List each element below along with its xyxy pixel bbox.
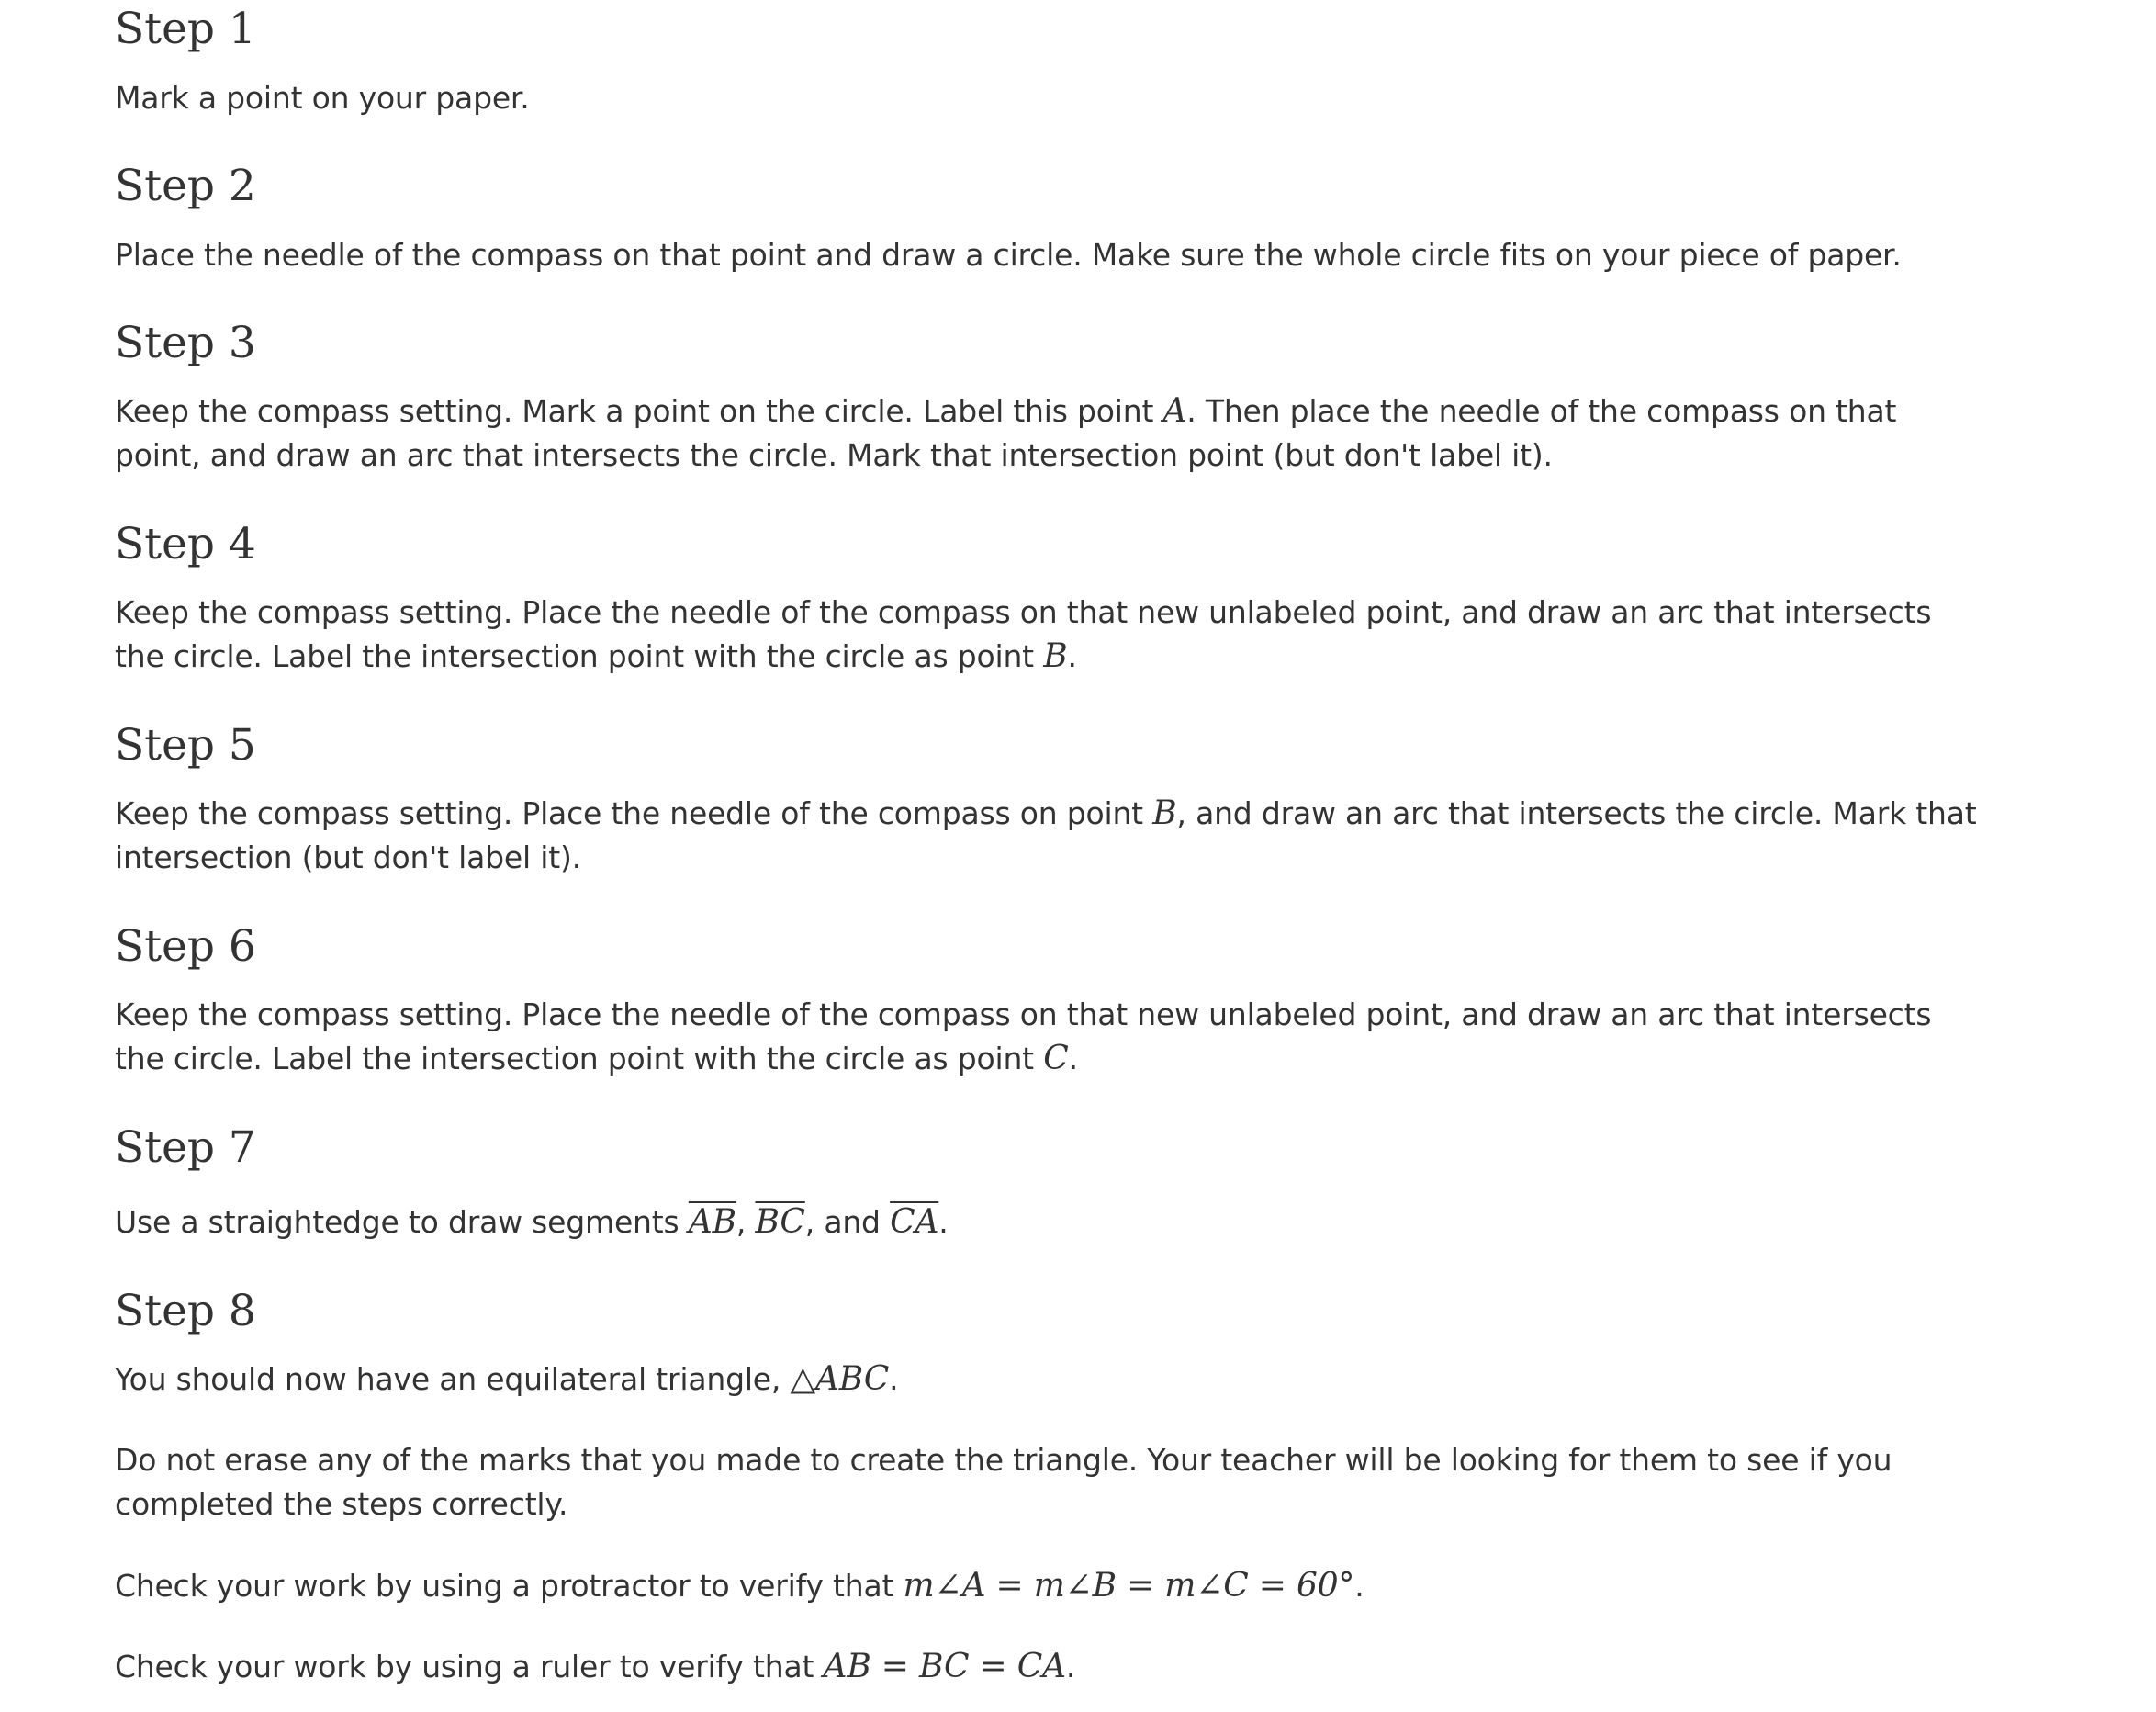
- erase-note-line-1: Do not erase any of the marks that you made to create the triangle. Your teacher will be looking for them to see if you: [115, 1442, 1892, 1478]
- point-a-symbol: A: [1162, 392, 1187, 430]
- step-8-heading: Step 8: [115, 1286, 256, 1336]
- length-equation: AB = BC = CA: [823, 1648, 1066, 1685]
- segment-ca: $\overline{CA}$: [890, 1203, 939, 1241]
- step-4-text-line-1: Keep the compass setting. Place the needle of the compass on that new unlabeled point, and draw an arc that intersects: [115, 594, 1932, 630]
- step-6-heading: Step 6: [115, 921, 256, 972]
- step-7-text: Use a straightedge to draw segments $\overline{AB}$, $\overline{BC}$, and $\overline{CA}$.: [115, 1203, 949, 1241]
- step-4-text-line-2: the circle. Label the intersection point with the circle as point B.: [115, 637, 1077, 675]
- step-3-heading: Step 3: [115, 318, 256, 368]
- erase-note-line-2: completed the steps correctly.: [115, 1486, 568, 1522]
- step-5-text-line-2: intersection (but don't label it).: [115, 839, 581, 875]
- step-8-text: You should now have an equilateral triangle, △ABC.: [115, 1360, 899, 1398]
- step-3-text-line-1: Keep the compass setting. Mark a point on the circle. Label this point A. Then place the needle of the compass on that: [115, 392, 1897, 430]
- ruler-check: Check your work by using a ruler to verify that AB = BC = CA.: [115, 1648, 1076, 1685]
- step-2-heading: Step 2: [115, 161, 256, 211]
- segment-ab: $\overline{AB}$: [688, 1203, 736, 1241]
- step-6-text-line-1: Keep the compass setting. Place the needle of the compass on that new unlabeled point, and draw an arc that intersects: [115, 997, 1932, 1032]
- point-b-symbol: B: [1043, 637, 1068, 675]
- step-7-heading: Step 7: [115, 1122, 256, 1173]
- step-5-text-line-1: Keep the compass setting. Place the needle of the compass on point B, and draw an arc that intersects the circle. Mark that: [115, 794, 1977, 832]
- segment-bc: $\overline{BC}$: [755, 1203, 805, 1241]
- step-5-heading: Step 5: [115, 720, 256, 771]
- step-1-text: Mark a point on your paper.: [115, 80, 530, 116]
- protractor-check: Check your work by using a protractor to verify that m∠A = m∠B = m∠C = 60°.: [115, 1567, 1364, 1605]
- step-6-text-line-2: the circle. Label the intersection point with the circle as point C.: [115, 1040, 1078, 1077]
- step-3-text-line-2: point, and draw an arc that intersects the circle. Mark that intersection point (but don't label it).: [115, 437, 1553, 473]
- step-4-heading: Step 4: [115, 519, 256, 569]
- point-c-symbol: C: [1043, 1040, 1069, 1077]
- step-1-heading: Step 1: [115, 4, 256, 54]
- point-b-symbol: B: [1152, 794, 1177, 832]
- angle-equation: m∠A = m∠B = m∠C = 60°: [903, 1567, 1355, 1605]
- triangle-icon: △: [790, 1360, 815, 1398]
- triangle-abc-label: ABC: [814, 1360, 890, 1398]
- step-2-text: Place the needle of the compass on that point and draw a circle. Make sure the whole circle fits on your piece of paper.: [115, 237, 1902, 273]
